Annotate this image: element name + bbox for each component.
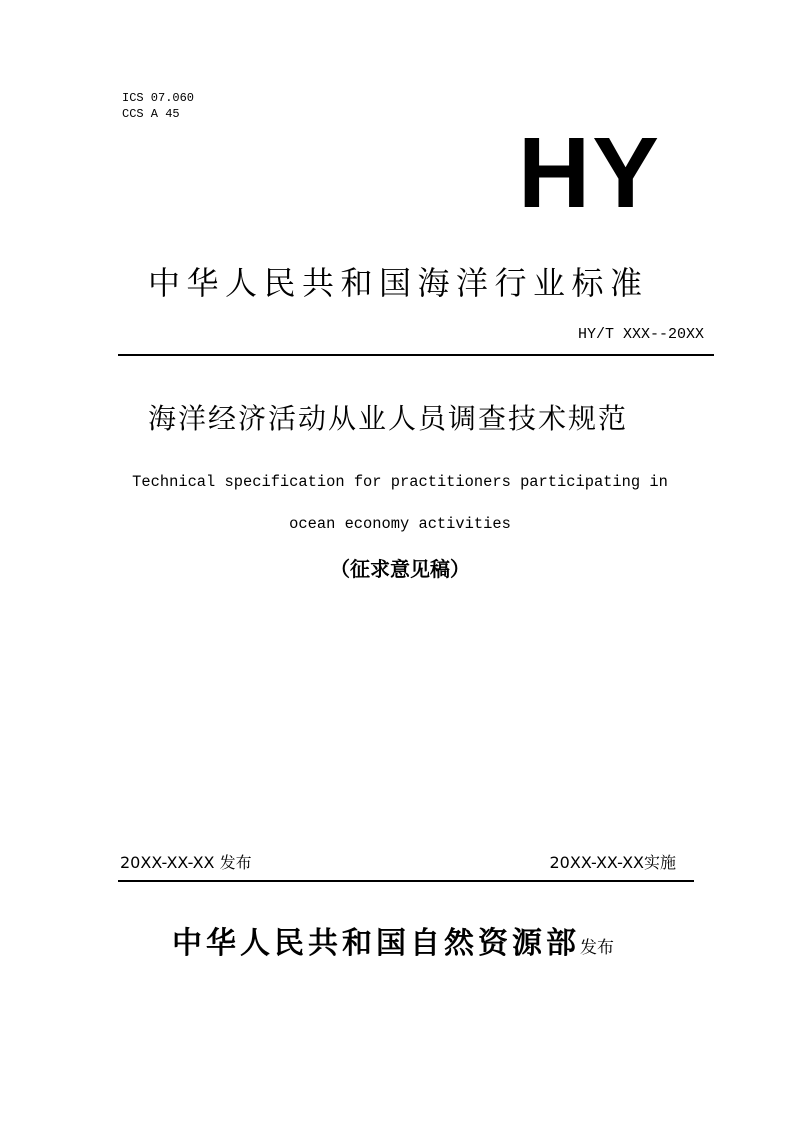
standard-number: HY/T XXX--20XX — [577, 326, 704, 343]
ics-code: ICS 07.060 — [122, 91, 195, 105]
classification-codes — [122, 90, 194, 122]
ccs-code: CCS A 45 — [122, 107, 180, 121]
document-title-en-line1: Technical specification for practitioners participating in — [132, 473, 668, 491]
document-title-en-line2: ocean economy activities — [289, 515, 511, 533]
hy-logo: HY — [518, 117, 661, 229]
bottom-divider — [118, 880, 694, 882]
issuer-suffix: 发布 — [580, 938, 614, 958]
document-title-cn: 海洋经济活动从业人员调查技术规范 — [148, 402, 629, 435]
implement-date: 20XX-XX-XX实施 — [549, 853, 676, 872]
top-divider — [118, 354, 714, 356]
standard-type-heading: 中华人民共和国海洋行业标准 — [148, 264, 649, 302]
publish-date: 20XX-XX-XX 发布 — [120, 853, 252, 872]
issuer — [172, 918, 614, 962]
draft-status: （征求意见稿） — [330, 557, 470, 581]
issuer-name: 中华人民共和国自然资源部 — [172, 926, 580, 961]
